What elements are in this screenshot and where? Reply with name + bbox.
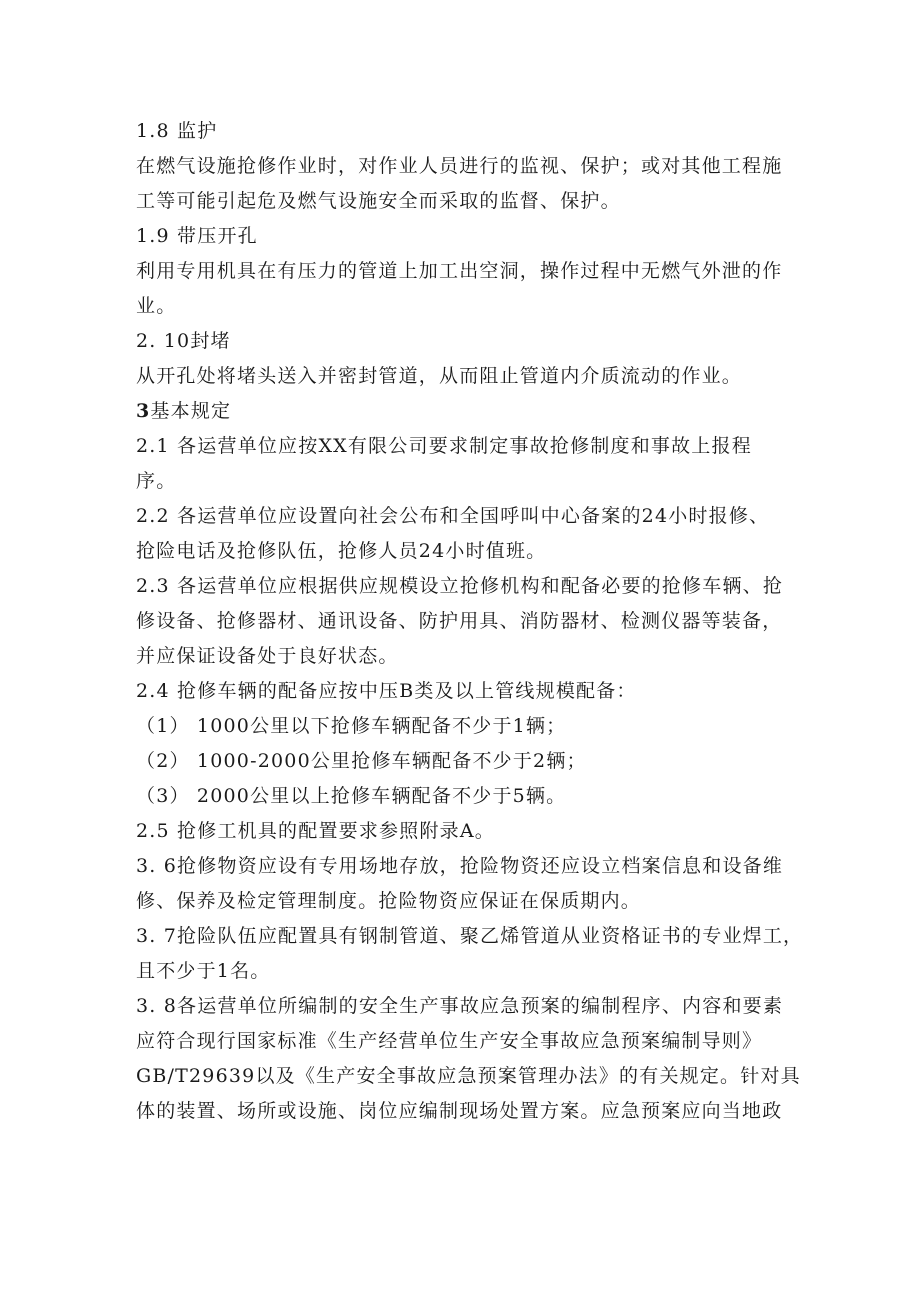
- paragraph-line: 在燃气设施抢修作业时，对作业人员进行的监视、保护；或对其他工程施: [136, 155, 783, 177]
- section-heading: [136, 394, 796, 429]
- paragraph-line: 抢险电话及抢修队伍，抢修人员24小时值班。: [136, 540, 547, 562]
- list-item-3: （3） 2000公里以上抢修车辆配备不少于5辆。: [136, 785, 567, 807]
- list-item-2: （2） 1000-2000公里抢修车辆配备不少于2辆；: [136, 750, 587, 772]
- paragraph-line: GB/T29639以及《生产安全事故应急预案管理办法》的有关规定。针对具: [136, 1065, 801, 1087]
- clause-3-6: 3. 6抢修物资应设有专用场地存放，抢险物资还应设立档案信息和设备维: [136, 855, 784, 877]
- clause-2-2: 2.2 各运营单位应设置向社会公布和全国呼叫中心备案的24小时报修、: [136, 505, 770, 527]
- paragraph-line: 修、保养及检定管理制度。抢险物资应保证在保质期内。: [136, 890, 642, 912]
- document-body: [136, 114, 804, 1129]
- paragraph-line: 业。: [136, 295, 177, 317]
- paragraph-line: 并应保证设备处于良好状态。: [136, 645, 399, 667]
- heading-2-10: 2. 10封堵: [136, 330, 231, 352]
- paragraph-line: 且不少于1名。: [136, 960, 271, 982]
- clause-2-3: 2.3 各运营单位应根据供应规模设立抢修机构和配备必要的抢修车辆、抢: [136, 575, 784, 597]
- clause-3-8: 3. 8各运营单位所编制的安全生产事故应急预案的编制程序、内容和要素: [136, 995, 784, 1017]
- paragraph-line: 从开孔处将堵头送入并密封管道，从而阻止管道内介质流动的作业。: [136, 365, 743, 387]
- paragraph-line: 利用专用机具在有压力的管道上加工出空洞，操作过程中无燃气外泄的作: [136, 260, 783, 282]
- section-title: 基本规定: [150, 400, 232, 422]
- heading-1-9: 1.9 带压开孔: [136, 225, 258, 247]
- paragraph-line: 工等可能引起危及燃气设施安全而采取的监督、保护。: [136, 190, 621, 212]
- paragraph-line: 序。: [136, 470, 177, 492]
- heading-1-8: 1.8 监护: [136, 120, 218, 142]
- list-item-1: （1） 1000公里以下抢修车辆配备不少于1辆；: [136, 715, 567, 737]
- section-number: 3: [136, 400, 151, 422]
- clause-2-4: 2.4 抢修车辆的配备应按中压B类及以上管线规模配备：: [136, 680, 637, 702]
- paragraph-line: 修设备、抢修器材、通讯设备、防护用具、消防器材、检测仪器等装备，: [136, 610, 783, 632]
- clause-3-7: 3. 7抢险队伍应配置具有钢制管道、聚乙烯管道从业资格证书的专业焊工，: [136, 925, 804, 947]
- paragraph-line: 应符合现行国家标准《生产经营单位生产安全事故应急预案编制导则》: [136, 1030, 763, 1052]
- paragraph-line: 体的装置、场所或设施、岗位应编制现场处置方案。应急预案应向当地政: [136, 1100, 783, 1122]
- clause-2-1: 2.1 各运营单位应按XX有限公司要求制定事故抢修制度和事故上报程: [136, 435, 752, 457]
- clause-2-5: 2.5 抢修工机具的配置要求参照附录A。: [136, 820, 495, 842]
